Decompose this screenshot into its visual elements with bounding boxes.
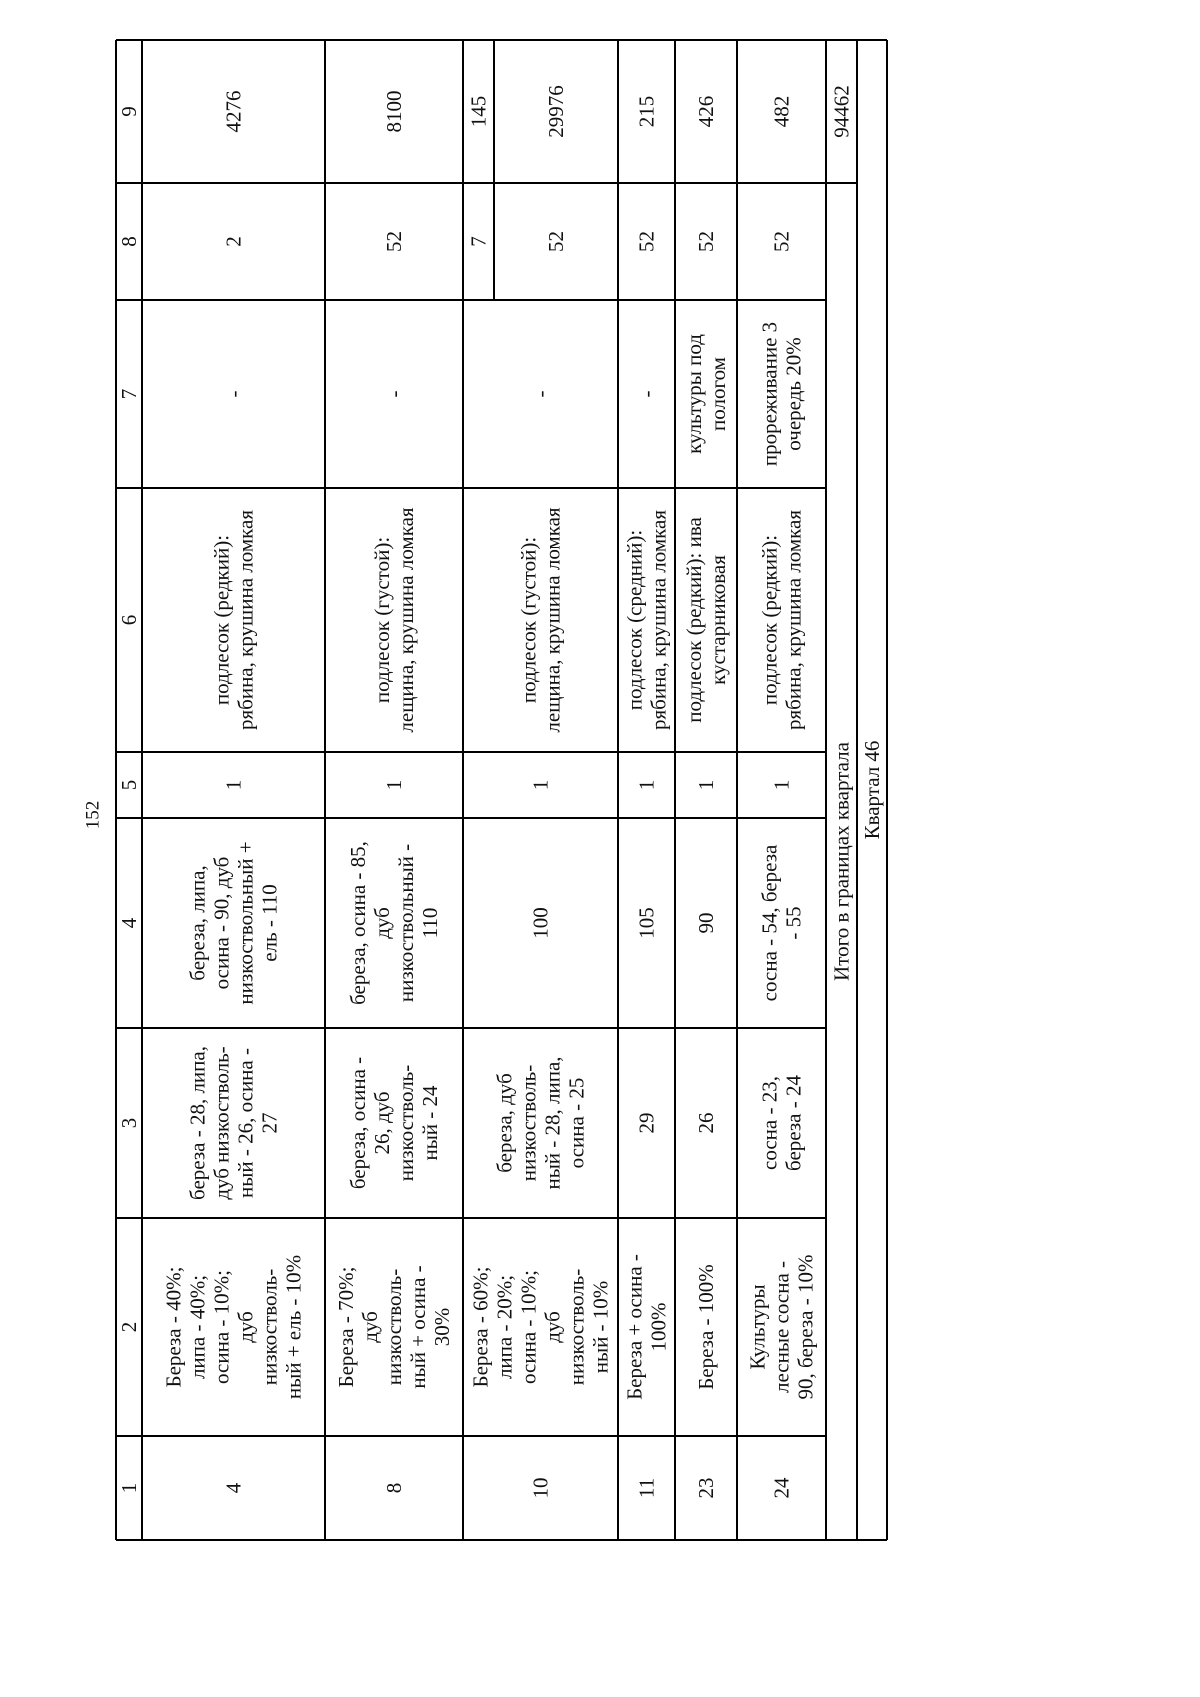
row-2-c9 (382, 91, 406, 133)
row-3-c4-line: 100 (528, 907, 553, 939)
row-6-c4-line: сосна - 54, береза (757, 844, 782, 1002)
row-3-c2 (469, 1267, 613, 1388)
column-header-8: 8 (117, 236, 141, 247)
row-4-c4-line: 105 (634, 907, 659, 939)
row-2-c4-line: береза, осина - 85, (346, 841, 370, 1005)
row-3-c2-line: осина - 10%; (516, 1270, 541, 1384)
row-1-c4-line: осина - 90, дуб (209, 856, 234, 990)
row-6-number: 24 (769, 1477, 794, 1499)
column-header-3: 3 (117, 1117, 141, 1129)
row-1-c4-line: береза, липа, (185, 865, 210, 981)
row-6-c9 (770, 96, 794, 128)
row-5-c4 (694, 913, 718, 934)
row-1-c9-line: 4276 (221, 90, 246, 133)
row-5-c7 (682, 334, 730, 454)
row-5-c9 (694, 96, 718, 128)
row-3-c8-b: 52 (544, 231, 568, 252)
row-4-c8-line: 52 (634, 231, 659, 252)
row-1-c8 (222, 236, 246, 247)
row-1-c6-line: рябина, крушина ломкая (233, 509, 258, 731)
row-2-c4-line: низкоствольный - (394, 843, 418, 1003)
table-cells (117, 85, 884, 1498)
row-1-c4-line: ель - 110 (257, 884, 282, 962)
column-header-7: 7 (117, 388, 141, 400)
row-3-c9-b: 29976 (544, 85, 568, 138)
row-1-c9 (222, 91, 246, 133)
row-2-c8 (382, 231, 406, 252)
row-4-number: 11 (634, 1477, 659, 1499)
total-label: Итого в границах квартала (829, 742, 854, 981)
row-6-c6-line: подлесок (редкий): (757, 534, 782, 706)
row-2-c7-line: - (382, 390, 406, 398)
column-header-6: 6 (117, 614, 141, 626)
row-2-c2-line: дуб (358, 1311, 382, 1343)
row-1-c5 (222, 780, 246, 791)
row-6-c2-line: лесные сосна - (769, 1260, 794, 1394)
row-1-c7 (222, 391, 246, 398)
row-2-c8-line: 52 (382, 231, 406, 252)
row-6-c7-line: прореживание 3 (757, 321, 782, 467)
row-2-c2-line: низкостволь- (382, 1268, 406, 1386)
row-1-c2-line: липа - 40%; (185, 1274, 210, 1380)
row-4-c4 (635, 907, 659, 939)
row-4-c9-line: 215 (634, 95, 659, 128)
column-header-9: 9 (117, 106, 141, 117)
row-6-c3-line: береза - 24 (781, 1075, 806, 1171)
row-2-c3 (346, 1057, 442, 1189)
row-1-c2-line: дуб (233, 1311, 258, 1343)
row-6-c2 (746, 1255, 818, 1400)
row-2-c5 (382, 780, 406, 791)
row-4-c3 (635, 1113, 659, 1134)
row-1-c3-line: дуб низкостволь- (209, 1046, 234, 1200)
row-2-number: 8 (382, 1482, 406, 1494)
row-2-c3-line: низкостволь- (394, 1064, 418, 1182)
row-2-c5-line: 1 (382, 779, 406, 791)
row-6-c6-line: рябина, крушина ломкая (781, 509, 806, 731)
row-4-c9 (635, 96, 659, 128)
row-4-c6-line: рябина, крушина ломкая (646, 509, 671, 731)
row-5-c2-line: Береза - 100% (694, 1264, 718, 1390)
row-6-c3 (758, 1075, 806, 1171)
row-3-c7 (529, 391, 553, 398)
row-6-c4-line: - 55 (781, 906, 806, 940)
row-1-c5-line: 1 (221, 779, 246, 791)
row-3-c8-a-line: 7 (466, 236, 491, 247)
row-3-c5-line: 1 (528, 779, 553, 791)
row-5-c5 (694, 780, 718, 791)
row-6-c6 (758, 510, 806, 730)
row-5-c7-line: пологом (706, 357, 730, 431)
row-4-c3-line: 29 (634, 1112, 659, 1134)
row-5-c6-line: подлесок (редкий): ива (682, 517, 706, 723)
row-6-c5-line: 1 (769, 779, 794, 791)
row-6-c8-line: 52 (769, 231, 794, 252)
row-1-c2-line: ный + ель - 10% (281, 1254, 306, 1400)
row-2-c4-line: дуб (370, 907, 394, 939)
row-5-c9-line: 426 (694, 95, 718, 128)
row-5-c3-line: 26 (694, 1112, 718, 1134)
row-5-c5-line: 1 (694, 779, 718, 791)
row-3-c3-line: ный - 28, липа, (540, 1056, 565, 1190)
row-3-c6-line: лещина, крушина ломкая (540, 507, 565, 733)
row-4-c2-line: 100% (646, 1302, 671, 1352)
row-2-c6 (370, 507, 418, 732)
row-5-c6 (682, 517, 730, 723)
row-4-c5-line: 1 (634, 779, 659, 791)
row-6-c9-line: 482 (769, 95, 794, 128)
row-1-c2-line: осина - 10%; (209, 1270, 234, 1384)
row-5-c4-line: 90 (694, 912, 718, 934)
row-3-c2-line: ный - 10% (588, 1280, 613, 1374)
row-4-c7-line: - (634, 390, 659, 398)
row-4-c2 (623, 1254, 671, 1400)
row-1-number: 4 (221, 1482, 246, 1494)
row-3-c6-line: подлесок (густой): (516, 536, 541, 704)
row-1-c2-line: низкостволь- (257, 1268, 282, 1386)
row-1-c2-line: Береза - 40%; (161, 1266, 186, 1388)
column-header-2: 2 (117, 1321, 141, 1333)
row-2-c2-line: ный + осина - (406, 1265, 430, 1389)
row-6-c3-line: сосна - 23, (757, 1076, 782, 1170)
row-5-c6-line: кустарниковая (706, 555, 730, 685)
row-3-c5 (529, 780, 553, 791)
row-3-c4 (529, 907, 553, 939)
row-3-c2-line: дуб (540, 1311, 565, 1343)
row-4-c6 (623, 510, 671, 730)
row-2-c3-line: береза, осина - (346, 1056, 370, 1190)
row-4-c7 (635, 391, 659, 398)
row-3-c7-line: - (528, 390, 553, 398)
row-6-c2-line: Культуры (745, 1284, 770, 1370)
column-header-5: 5 (117, 779, 141, 791)
row-6-c7 (758, 322, 806, 466)
row-3-c3-line: осина - 25 (564, 1077, 589, 1169)
column-header-4: 4 (117, 917, 141, 929)
row-4-c6-line: подлесок (средний): (622, 529, 647, 711)
row-3-c9-a (467, 96, 491, 128)
row-2-c9-line: 8100 (382, 90, 406, 133)
row-1-c4-line: низкоствольный + (233, 841, 258, 1005)
row-1-c4 (186, 841, 282, 1004)
row-2-c4-line: 110 (418, 907, 442, 939)
row-5-number: 23 (694, 1477, 718, 1499)
row-6-c4 (758, 844, 806, 1001)
row-1-c7-line: - (221, 390, 246, 398)
row-2-c7 (382, 391, 406, 398)
row-6-c5 (770, 780, 794, 791)
row-3-c2-line: липа - 20%; (492, 1274, 517, 1380)
row-6-c2-line: 90, береза - 10% (793, 1254, 818, 1400)
row-2-c2-line: Береза - 70%; (334, 1266, 358, 1388)
row-2-c6-line: лещина, крушина ломкая (394, 507, 418, 733)
row-2-c2-line: 30% (430, 1307, 454, 1347)
row-2-c4 (346, 841, 442, 1005)
row-5-c7-line: культуры под (682, 334, 706, 454)
row-3-c3-line: низкостволь- (516, 1064, 541, 1182)
row-5-c8-line: 52 (694, 231, 718, 252)
section-label: Квартал 46 (860, 740, 884, 840)
row-4-c8 (635, 231, 659, 252)
row-2-c3-line: 26, дуб (370, 1091, 394, 1155)
row-1-c6 (210, 510, 258, 730)
row-3-c3 (493, 1056, 589, 1189)
row-6-c8 (770, 231, 794, 252)
row-3-c8-a (467, 236, 491, 247)
column-header-1: 1 (117, 1482, 141, 1494)
row-4-c2-line: Береза + осина - (622, 1254, 647, 1400)
row-3-c6 (517, 507, 565, 732)
row-1-c2 (162, 1255, 306, 1399)
row-3-number: 10 (528, 1477, 553, 1499)
row-3-c2-line: низкостволь- (564, 1268, 589, 1386)
row-5-c2 (694, 1264, 718, 1390)
row-3-c3-line: береза, дуб (492, 1073, 517, 1173)
row-1-c3 (186, 1046, 282, 1200)
row-6-c7-line: очередь 20% (781, 337, 806, 451)
page-number-text: 152 (82, 800, 103, 830)
row-1-c3-line: береза - 28, липа, (185, 1046, 210, 1200)
row-2-c6-line: подлесок (густой): (370, 536, 394, 704)
row-4-c5 (635, 780, 659, 791)
row-1-c6-line: подлесок (редкий): (209, 534, 234, 706)
row-2-c3-line: ный - 24 (418, 1085, 442, 1161)
row-3-c9-a-line: 145 (466, 95, 491, 128)
row-1-c3-line: 27 (257, 1112, 282, 1134)
total-value: 94462 (829, 85, 854, 138)
row-1-c3-line: ный - 26, осина - (233, 1048, 258, 1198)
row-5-c3 (694, 1113, 718, 1134)
row-3-c2-line: Береза - 60%; (468, 1266, 493, 1388)
row-2-c2 (334, 1265, 454, 1388)
row-5-c8 (694, 231, 718, 252)
row-1-c8-line: 2 (221, 236, 246, 247)
